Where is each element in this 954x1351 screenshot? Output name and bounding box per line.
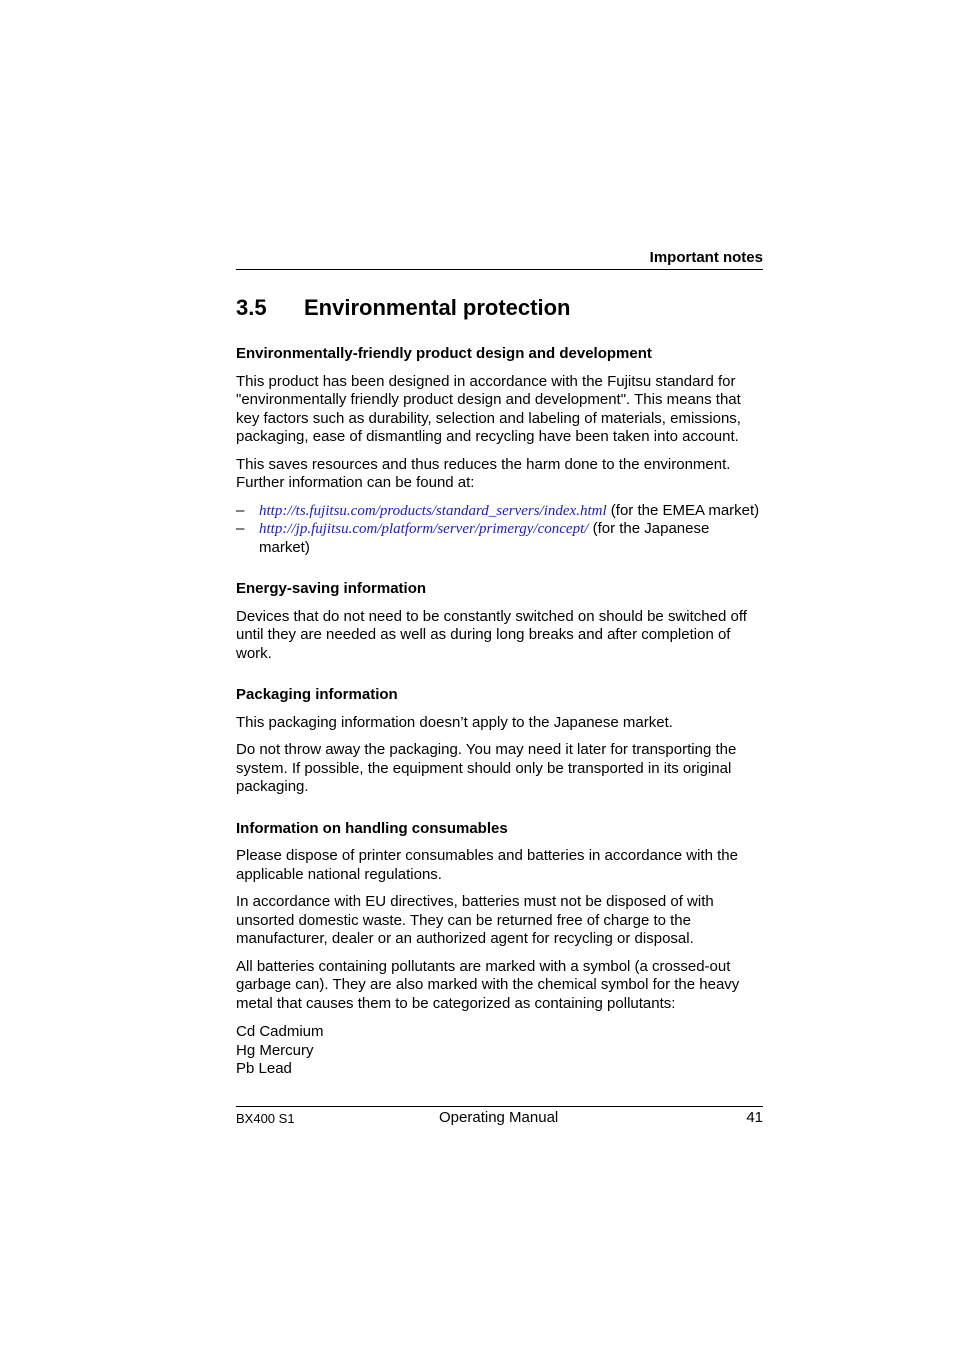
footer-manual-title: Operating Manual [439, 1109, 559, 1126]
heading-packaging: Packaging information [236, 686, 398, 703]
metal-item: Pb Lead [236, 1060, 292, 1077]
manual-page [236, 0, 763, 1351]
paragraph: In accordance with EU directives, batteries must not be disposed of with unsorted domestic waste. They can be returned free of charge to the manufacturer, dealer or an authorized agent for recycling or disposal. [236, 893, 714, 947]
link-list [236, 502, 763, 558]
paragraph: Do not throw away the packaging. You may need it later for transporting the system. If possible, the equipment should only be transported in its original packaging. [236, 741, 737, 795]
list-item [236, 502, 763, 521]
section-title-text: Environmental protection [304, 295, 571, 320]
paragraph: Devices that do not need to be constantly switched on should be switched off until they are needed as well as during long breaks and after completion of work. [236, 607, 747, 662]
heading-energy: Energy-saving information [236, 580, 427, 597]
metal-item: Cd Cadmium [236, 1023, 324, 1040]
section-content [236, 345, 763, 1079]
paragraph: This saves resources and thus reduces the harm done to the environment. Further information can be found at: [236, 455, 731, 491]
link-note: (for the EMEA market) [606, 501, 760, 519]
paragraph: This product has been designed in accordance with the Fujitsu standard for "environmentally friendly product design and development". This means that key factors such as durability, selection and labeling of materials, emissions, packaging, ease of dismantling and recycling have been taken into account. [236, 372, 741, 445]
heading-design: Environmentally-friendly product design and development [236, 345, 652, 362]
japan-link[interactable]: http://jp.fujitsu.com/platform/server/primergy/concept/ [259, 521, 589, 537]
list-item [236, 520, 763, 557]
paragraph: All batteries containing pollutants are marked with a symbol (a crossed-out garbage can). They are also marked with the chemical symbol for the heavy metal that causes them to be categorized as containing pollutants: [236, 957, 740, 1012]
header-rule [236, 269, 763, 270]
page-number: 41 [746, 1109, 763, 1126]
section-title [236, 295, 570, 321]
list-dash: – [236, 520, 245, 537]
paragraph: This packaging information doesn’t apply to the Japanese market. [236, 713, 673, 731]
heading-consumables: Information on handling consumables [236, 819, 508, 837]
list-dash: – [236, 501, 245, 519]
metal-list [236, 1023, 763, 1079]
footer-model: BX400 S1 [236, 1111, 295, 1126]
link-note: (for the Japanese market) [259, 520, 710, 556]
running-header: Important notes [649, 249, 763, 266]
section-number: 3.5 [236, 295, 267, 320]
paragraph: Please dispose of printer consumables and batteries in accordance with the applicable national regulations. [236, 847, 738, 883]
metal-item: Hg Mercury [236, 1041, 314, 1059]
footer-rule [236, 1106, 763, 1107]
emea-link[interactable]: http://ts.fujitsu.com/products/standard_servers/index.html [259, 502, 607, 519]
